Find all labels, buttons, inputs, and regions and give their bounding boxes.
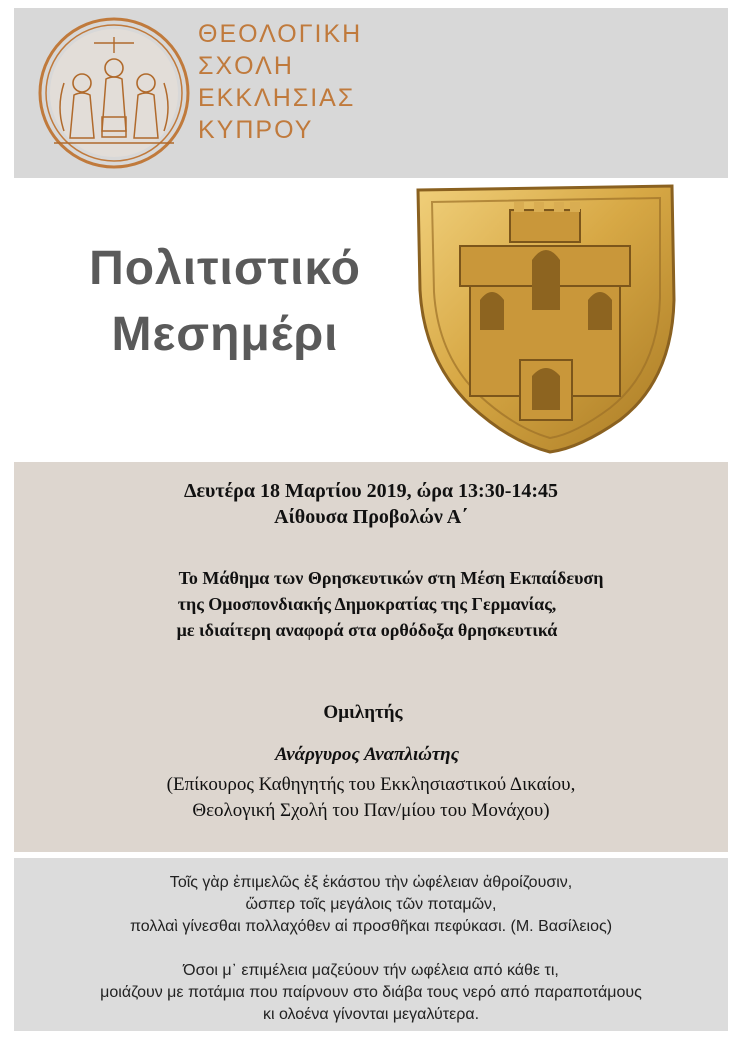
ancient-quote-line-1: Τοῖς γὰρ ἐπιμελῶς ἐξ ἑκάστου τὴν ὠφέλειαν ἀθροίζουσιν,	[169, 874, 573, 891]
modern-quote-line-2: μοιάζουν με ποτάμια που παίρνουν στο διάβα τους νερό από παραποτάμους	[100, 984, 642, 1001]
title-line-1: Πολιτιστικό	[89, 242, 361, 295]
school-name-line-3: ΕΚΚΛΗΣΙΑΣ	[198, 84, 356, 112]
quote-panel	[14, 858, 728, 1031]
topic-line-1: Το Μάθημα των Θρησκευτικών στη Μέση Εκπαίδευση	[178, 568, 604, 588]
modern-quote-line-3: κι ολοένα γίνονται μεγαλύτερα.	[262, 1006, 480, 1023]
castle-shield-emblem-icon	[410, 180, 682, 456]
ancient-quote-line-3: πολλαὶ γίνεσθαι πολλαχόθεν αἱ προσθῆκαι πεφύκασι. (Μ. Βασίλειος)	[129, 918, 613, 935]
school-name	[198, 18, 362, 146]
speaker-label: Ομιλητής	[323, 702, 403, 723]
speaker-role-line-1: (Επίκουρος Καθηγητής του Εκκλησιαστικού Δικαίου,	[166, 774, 576, 795]
topic-line-2: της Ομοσπονδιακής Δημοκρατίας της Γερμανίας,	[177, 594, 557, 614]
school-name-line-2: ΣΧΟΛΗ	[198, 52, 294, 80]
topic-line-3: με ιδιαίτερη αναφορά στα ορθόδοξα θρησκευτικά	[176, 620, 558, 640]
school-name-line-4: ΚΥΠΡΟΥ	[198, 116, 314, 144]
modern-quote-line-1: Όσοι μ᾽ επιμέλεια μαζεύουν τήν ωφέλεια από κάθε τι,	[183, 962, 559, 979]
ancient-quote-line-2: ὥσπερ τοῖς μεγάλοις τῶν ποταμῶν,	[245, 896, 497, 913]
title-line-2: Μεσημέρι	[111, 308, 339, 361]
header-banner	[14, 8, 728, 178]
page-title	[40, 236, 410, 368]
speaker-name: Ανάργυρος Αναπλιώτης	[274, 744, 460, 765]
speaker-role-line-2: Θεολογική Σχολή του Παν/μίου του Μονάχου)	[192, 800, 550, 821]
event-room: Αίθουσα Προβολών Α΄	[274, 506, 468, 528]
event-info-panel	[14, 462, 728, 852]
event-date-time: Δευτέρα 18 Μαρτίου 2019, ώρα 13:30-14:45	[183, 480, 559, 502]
trinity-medallion-icon	[34, 13, 194, 173]
school-name-line-1: ΘΕΟΛΟΓΙΚΗ	[198, 20, 363, 48]
